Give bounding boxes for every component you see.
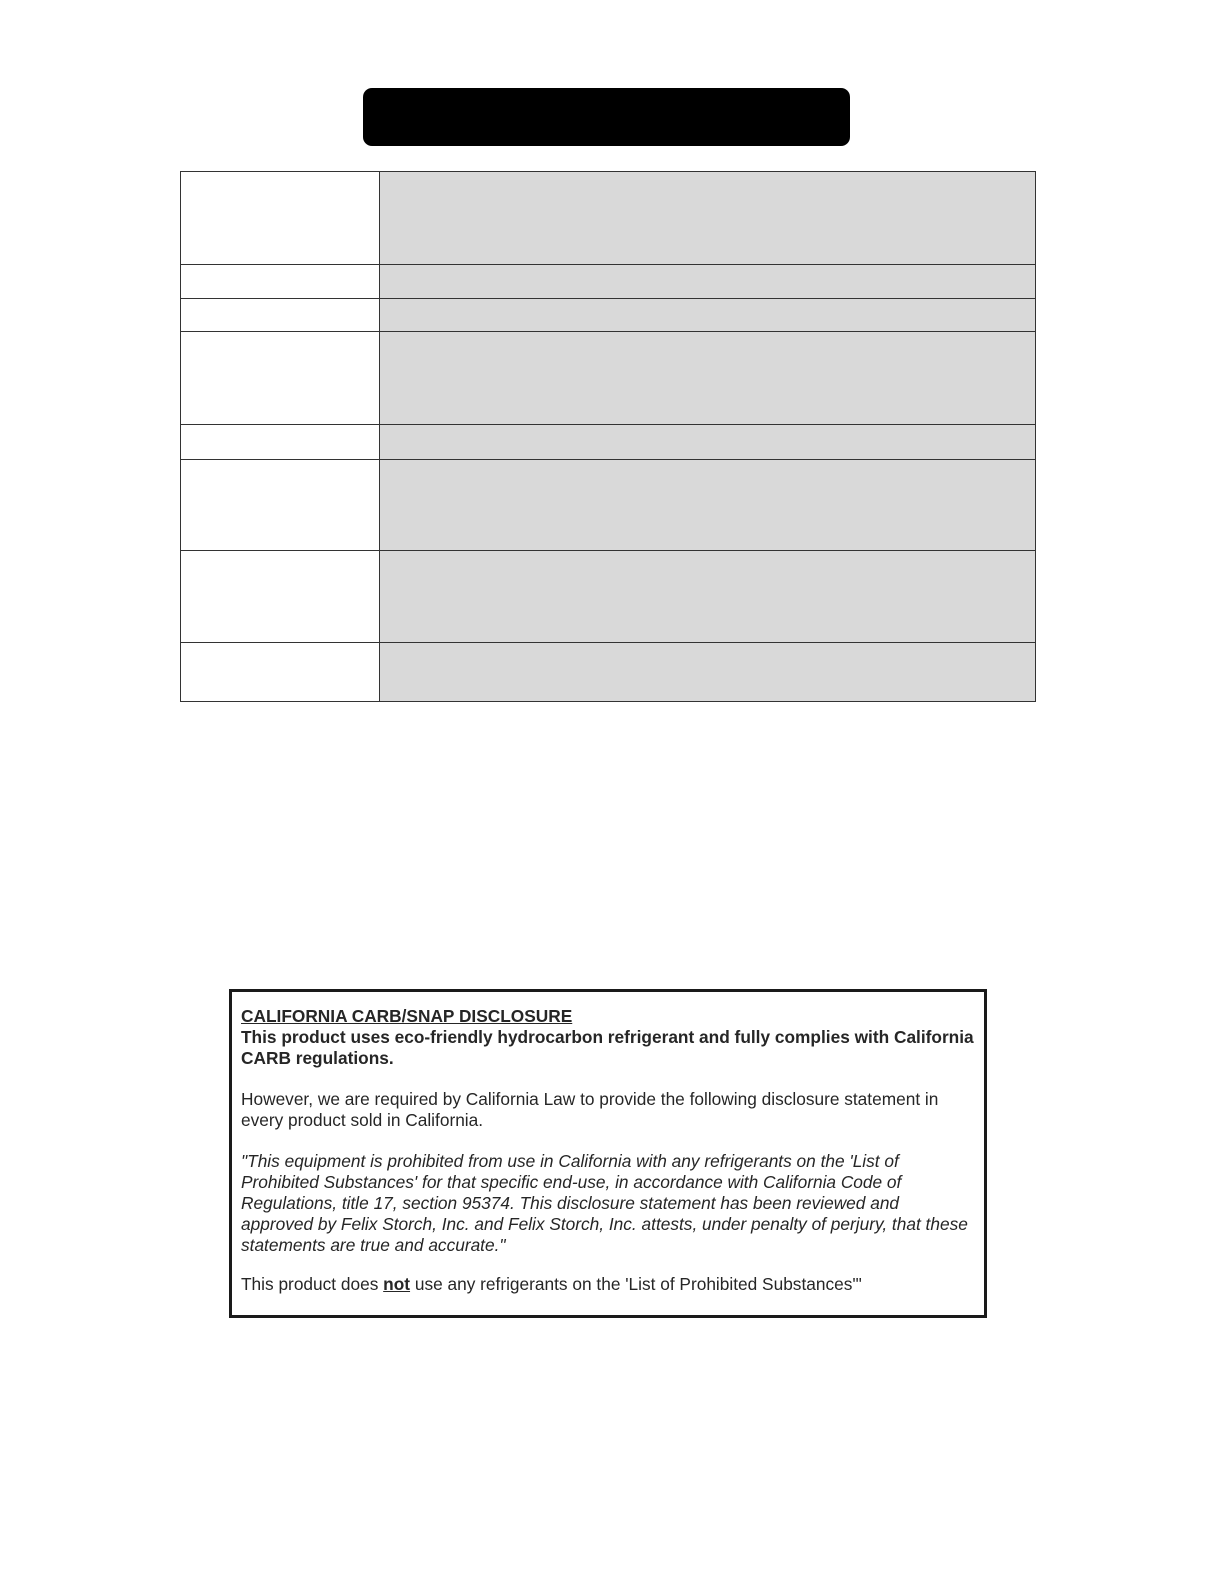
table-value-cell (380, 425, 1036, 460)
table-label-cell (181, 265, 380, 299)
disclosure-final-statement (241, 1274, 975, 1295)
table-value-cell (380, 332, 1036, 425)
table-row (181, 172, 1036, 265)
table-value-cell (380, 172, 1036, 265)
disclosure-lead: This product uses eco-friendly hydrocarbon refrigerant and fully complies with California CARB regulations. (241, 1027, 974, 1068)
table-row (181, 425, 1036, 460)
table-label-cell (181, 643, 380, 702)
table-label-cell (181, 172, 380, 265)
table-value-cell (380, 460, 1036, 551)
table-value-cell (380, 551, 1036, 643)
disclosure-quote: "This equipment is prohibited from use in California with any refrigerants on the 'List of Prohibited Substances' for that specific end-use, in accordance with California Code of Regulations, title 17, section 95374. This disclosure statement has been reviewed and approved by Felix Storch, Inc. and Felix Storch, Inc. attests, under penalty of perjury, that these statements are true and accurate." (241, 1151, 968, 1255)
table-value-cell (380, 299, 1036, 332)
table-row (181, 643, 1036, 702)
table-row (181, 551, 1036, 643)
final-prefix: This product does (241, 1274, 384, 1294)
disclosure-paragraph: However, we are required by California Law to provide the following disclosure statement in every product sold in California. (241, 1089, 939, 1130)
final-emphasis: not (383, 1274, 411, 1294)
table-label-cell (181, 551, 380, 643)
table-row (181, 460, 1036, 551)
spec-table (180, 171, 1036, 702)
table-label-cell (181, 332, 380, 425)
table-row (181, 332, 1036, 425)
table-label-cell (181, 425, 380, 460)
table-label-cell (181, 299, 380, 332)
table-row (181, 265, 1036, 299)
table-value-cell (380, 643, 1036, 702)
table-value-cell (380, 265, 1036, 299)
redacted-title-bar (363, 88, 850, 146)
final-suffix: use any refrigerants on the 'List of Prohibited Substances'" (410, 1274, 862, 1294)
table-row (181, 299, 1036, 332)
table-label-cell (181, 460, 380, 551)
disclosure-heading: CALIFORNIA CARB/SNAP DISCLOSURE (241, 1006, 573, 1026)
carb-disclosure-box (229, 989, 987, 1318)
